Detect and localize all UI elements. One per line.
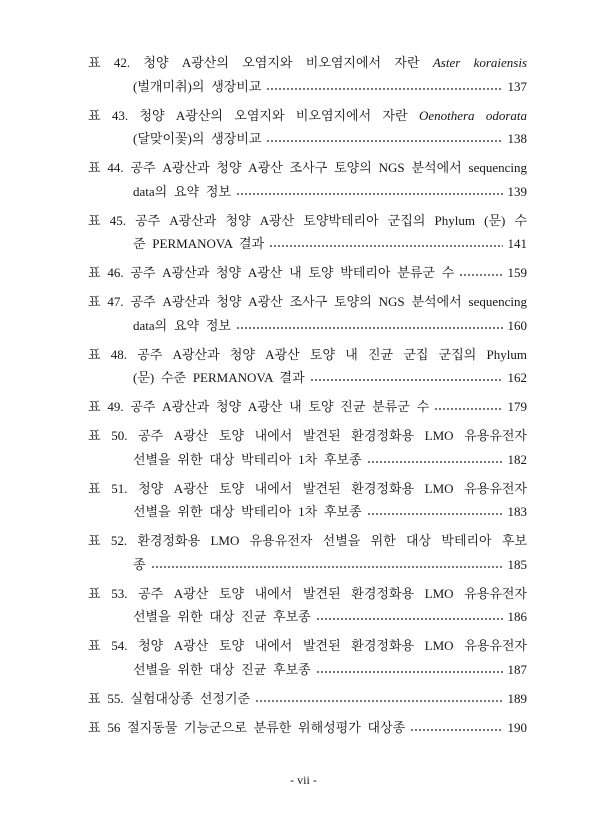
- entry-text: [133, 127, 261, 151]
- entry-title: 청양 A광산 토양 내에서 발견된 환경정화용 LMO 유용유전자: [138, 638, 527, 653]
- page-number: 160: [507, 317, 527, 333]
- entry-text: [133, 500, 362, 524]
- table-number: 46.: [107, 265, 124, 280]
- dot-leader: [255, 687, 502, 711]
- page-number: 183: [507, 504, 527, 519]
- entry-text: [88, 395, 429, 419]
- dot-leader: [459, 261, 502, 285]
- table-label: 표: [88, 212, 101, 228]
- table-label: 표: [88, 55, 101, 70]
- page-number: 137: [507, 78, 527, 94]
- dot-leader: [266, 127, 502, 151]
- toc-entry: [88, 634, 527, 681]
- entry-text: [133, 605, 311, 629]
- table-number: 49.: [107, 399, 124, 414]
- table-number: 42.: [113, 55, 131, 70]
- entry-title: 공주 A광산과 청양 A광산 내 토양 박테리아 분류군 수: [130, 265, 455, 280]
- table-number: 56: [107, 719, 121, 735]
- dot-leader: [236, 180, 503, 204]
- entry-title: 공주 A광산과 청양 A광산 내 토양 진균 분류군 수: [130, 399, 430, 414]
- entry-text: [133, 553, 146, 577]
- table-number: 52.: [110, 533, 128, 548]
- entry-title-continued: data의 요약 정보: [133, 183, 231, 199]
- table-number: 48.: [110, 346, 128, 362]
- entry-title-line: [88, 261, 527, 285]
- entry-title-italic: Aster koraiensis: [432, 55, 527, 70]
- page-number: 182: [507, 451, 527, 467]
- toc-entry: [88, 529, 527, 576]
- entry-text: [133, 658, 311, 682]
- table-label: 표: [88, 346, 101, 362]
- table-number: 43.: [111, 107, 129, 123]
- dot-leader: [269, 232, 502, 256]
- page-number: 186: [507, 609, 527, 624]
- entry-title-line: [88, 424, 527, 448]
- entry-title-line: [88, 582, 527, 606]
- table-label: 표: [88, 428, 101, 443]
- dot-leader: [410, 716, 502, 740]
- entry-title-line: [88, 634, 527, 658]
- entry-title: 청양 A광산의 오염지와 비오염지에서 자란: [143, 55, 420, 70]
- entry-title-line: [88, 395, 527, 419]
- entry-title: 청양 A광산의 오염지와 비오염지에서 자란: [139, 107, 408, 123]
- entry-title-continued: (벌개미취)의 생장비교: [133, 78, 262, 94]
- page-number: 162: [507, 370, 527, 385]
- table-number: 47.: [107, 294, 124, 309]
- table-number: 54.: [111, 638, 128, 653]
- entry-text: [88, 716, 405, 740]
- entry-title-line: [88, 290, 527, 314]
- entry-text: [88, 261, 454, 285]
- table-label: 표: [88, 265, 101, 280]
- entry-title: 공주 A광산과 청양 A광산 토양 내 진균 군집 군집의 Phylum: [137, 346, 527, 362]
- toc-entry: [88, 261, 527, 285]
- toc-entry: [88, 290, 527, 337]
- entry-text: [133, 75, 261, 99]
- entry-continuation-line: [133, 553, 527, 577]
- entry-title-line: [88, 687, 527, 711]
- entry-continuation-line: [133, 500, 527, 524]
- entry-title: 공주 A광산 토양 내에서 발견된 환경정화용 LMO 유용유전자: [138, 428, 527, 443]
- entry-title-line: [88, 477, 527, 501]
- entry-title-line: [88, 51, 527, 75]
- table-label: 표: [88, 107, 101, 123]
- dot-leader: [316, 605, 503, 629]
- toc-entry: [88, 716, 527, 740]
- toc-entry: [88, 395, 527, 419]
- table-number: 51.: [111, 480, 128, 496]
- entry-title-continued: 선별을 위한 대상 진균 후보종: [133, 609, 311, 624]
- dot-leader: [434, 395, 502, 419]
- toc-entry: [88, 424, 527, 471]
- dot-leader: [310, 366, 503, 390]
- entry-title: 실험대상종 선정기준: [130, 690, 251, 706]
- entry-text: [133, 180, 231, 204]
- entry-title-continued: (문) 수준 PERMANOVA 결과: [133, 370, 305, 385]
- table-number: 45.: [109, 212, 126, 228]
- entry-continuation-line: [133, 180, 527, 204]
- table-label: 표: [88, 690, 101, 706]
- entry-title: 절지동물 기능군으로 분류한 위해성평가 대상종: [127, 719, 406, 735]
- table-label: 표: [88, 719, 101, 735]
- dot-leader: [316, 658, 503, 682]
- page-number: 141: [507, 236, 527, 251]
- entry-title-line: [88, 343, 527, 367]
- table-label: 표: [88, 294, 101, 309]
- table-label: 표: [88, 160, 101, 175]
- page-number: 179: [507, 399, 527, 414]
- entry-title-continued: 선별을 위한 대상 박테리아 1차 후보종: [133, 451, 362, 467]
- entry-title-continued: (달맞이꽃)의 생장비교: [133, 131, 262, 146]
- entry-title: 환경정화용 LMO 유용유전자 선별을 위한 대상 박테리아 후보: [137, 533, 527, 548]
- toc-entry: [88, 582, 527, 629]
- entry-title-line: [88, 529, 527, 553]
- entry-title-line: [88, 716, 527, 740]
- page-number: 138: [507, 131, 527, 146]
- toc-entry: [88, 687, 527, 711]
- entry-title-continued: 종: [133, 556, 146, 572]
- table-label: 표: [88, 585, 101, 601]
- toc-entry: [88, 477, 527, 524]
- table-number: 53.: [111, 585, 128, 601]
- toc-entry: [88, 156, 527, 203]
- entry-continuation-line: [133, 75, 527, 99]
- entry-title-line: [88, 156, 527, 180]
- table-number: 50.: [111, 428, 128, 443]
- entry-continuation-line: [133, 232, 527, 256]
- entry-continuation-line: [133, 366, 527, 390]
- entry-title-continued: data의 요약 정보: [133, 317, 231, 333]
- dot-leader: [367, 500, 503, 524]
- entry-title: 공주 A광산과 청양 A광산 조사구 토양의 NGS 분석에서 sequencing: [130, 294, 527, 309]
- table-label: 표: [88, 533, 101, 548]
- entry-title-continued: 선별을 위한 대상 박테리아 1차 후보종: [133, 504, 362, 519]
- entry-continuation-line: [133, 658, 527, 682]
- toc-entry: [88, 51, 527, 98]
- toc-entry: [88, 209, 527, 256]
- entry-continuation-line: [133, 605, 527, 629]
- entry-continuation-line: [133, 314, 527, 338]
- entry-text: [133, 314, 231, 338]
- entry-title: 공주 A광산과 청양 A광산 토양박테리아 군집의 Phylum (문) 수: [135, 212, 527, 228]
- entry-title-continued: 준 PERMANOVA 결과: [133, 236, 265, 251]
- page-number: 187: [507, 661, 527, 677]
- toc-entry: [88, 343, 527, 390]
- page-footer: [0, 769, 607, 792]
- page-number: 185: [507, 556, 527, 572]
- toc-entry: [88, 104, 527, 151]
- table-number: 44.: [107, 160, 124, 175]
- list-of-tables: [88, 51, 527, 745]
- table-number: 55.: [107, 690, 124, 706]
- dot-leader: [367, 448, 503, 472]
- entry-text: [133, 232, 264, 256]
- page-number: 189: [507, 690, 527, 706]
- table-label: 표: [88, 638, 101, 653]
- page-label: - vii -: [290, 773, 317, 787]
- entry-title: 청양 A광산 토양 내에서 발견된 환경정화용 LMO 유용유전자: [138, 480, 527, 496]
- entry-text: [133, 448, 362, 472]
- dot-leader: [266, 75, 502, 99]
- entry-title: 공주 A광산과 청양 A광산 조사구 토양의 NGS 분석에서 sequencing: [130, 160, 527, 175]
- entry-continuation-line: [133, 448, 527, 472]
- entry-text: [88, 687, 250, 711]
- dot-leader: [236, 314, 503, 338]
- entry-title-line: [88, 209, 527, 233]
- page-number: 190: [507, 719, 527, 735]
- dot-leader: [151, 553, 503, 577]
- entry-text: [133, 366, 305, 390]
- entry-title-italic: Oenothera odorata: [418, 107, 527, 123]
- entry-title-line: [88, 104, 527, 128]
- page-number: 139: [507, 183, 527, 199]
- table-label: 표: [88, 480, 101, 496]
- entry-title: 공주 A광산 토양 내에서 발견된 환경정화용 LMO 유용유전자: [138, 585, 527, 601]
- page-number: 159: [507, 265, 527, 280]
- entry-title-continued: 선별을 위한 대상 진균 후보종: [133, 661, 311, 677]
- table-label: 표: [88, 399, 101, 414]
- entry-continuation-line: [133, 127, 527, 151]
